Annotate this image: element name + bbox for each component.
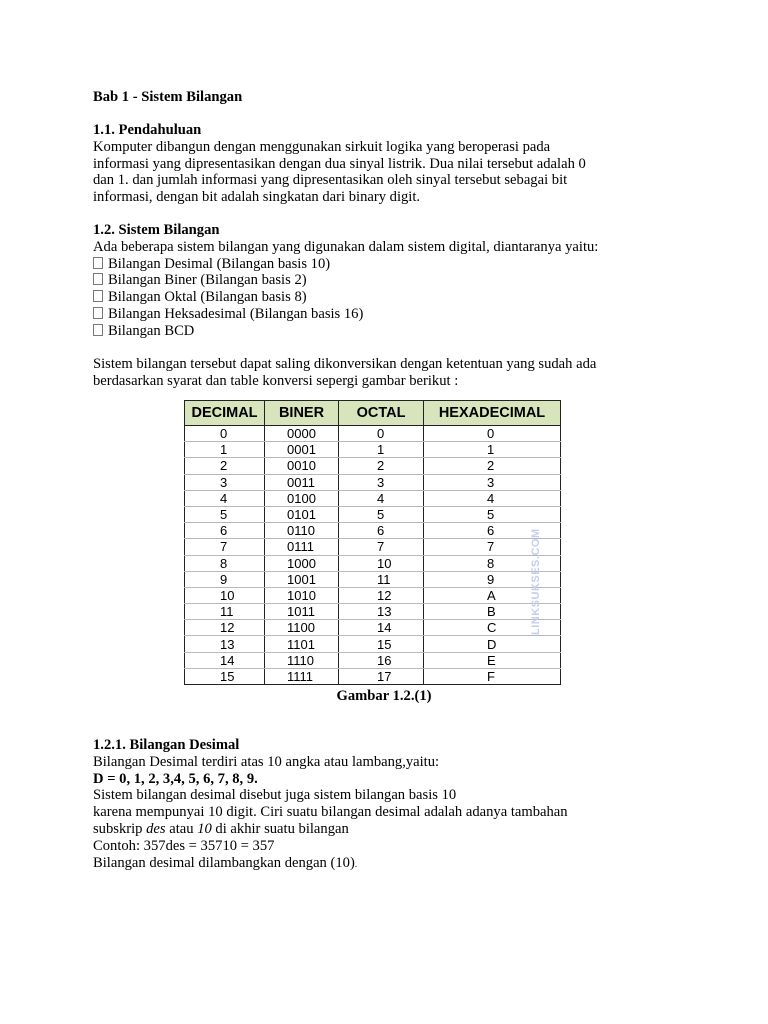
cell-hexadecimal: 1 <box>424 442 561 458</box>
cell-hexadecimal: 2 <box>424 458 561 474</box>
chapter-title: Bab 1 - Sistem Bilangan <box>93 89 243 105</box>
cell-decimal: 3 <box>185 474 265 490</box>
cell-hexadecimal: B <box>424 604 561 620</box>
header-hexadecimal: HEXADECIMAL <box>424 401 561 426</box>
cell-biner: 0010 <box>265 458 339 474</box>
cell-decimal: 4 <box>185 490 265 506</box>
text-run: di akhir suatu bilangan <box>211 820 349 837</box>
list-item <box>93 272 693 289</box>
cell-hexadecimal: 9 <box>424 571 561 587</box>
table-header-row <box>185 401 561 426</box>
intro-line: dan 1. dan jumlah informasi yang dipresentasikan oleh sinyal tersebut sebagai bit <box>93 172 568 189</box>
intro-line: informasi, dengan bit adalah singkatan dari binary digit. <box>93 189 421 206</box>
header-biner: BINER <box>265 401 339 426</box>
cell-octal: 0 <box>339 426 424 442</box>
cell-octal: 4 <box>339 490 424 506</box>
list-item-label: Bilangan Biner (Bilangan basis 2) <box>108 272 307 289</box>
cell-biner: 1011 <box>265 604 339 620</box>
subscript-des: des <box>146 820 166 837</box>
cell-hexadecimal: 0 <box>424 426 561 442</box>
cell-biner: 0001 <box>265 442 339 458</box>
intro-line: informasi yang dipresentasikan dengan dua sinyal listrik. Dua nilai tersebut adalah 0 <box>93 155 586 172</box>
cell-octal: 1 <box>339 442 424 458</box>
cell-biner: 0011 <box>265 474 339 490</box>
cell-decimal: 12 <box>185 620 265 636</box>
cell-hexadecimal: E <box>424 652 561 668</box>
cell-decimal: 6 <box>185 523 265 539</box>
checkbox-bullet-icon <box>93 257 103 269</box>
cell-decimal: 0 <box>185 426 265 442</box>
cell-biner: 1101 <box>265 636 339 652</box>
cell-hexadecimal: D <box>424 636 561 652</box>
decimal-example: Contoh: 357des = 35710 = 357 <box>93 837 275 854</box>
text-run: atau <box>165 820 198 837</box>
cell-decimal: 1 <box>185 442 265 458</box>
table-row <box>185 442 561 458</box>
cell-decimal: 9 <box>185 571 265 587</box>
list-item-label: Bilangan BCD <box>108 322 195 339</box>
cell-decimal: 14 <box>185 652 265 668</box>
cell-decimal: 13 <box>185 636 265 652</box>
table-row <box>185 474 561 490</box>
cell-octal: 3 <box>339 474 424 490</box>
list-item <box>93 306 693 323</box>
table-row <box>185 652 561 668</box>
checkbox-bullet-icon <box>93 290 103 302</box>
cell-hexadecimal: A <box>424 587 561 603</box>
text-run: subskrip <box>93 820 147 837</box>
cell-octal: 15 <box>339 636 424 652</box>
cell-octal: 17 <box>339 668 424 684</box>
cell-biner: 1000 <box>265 555 339 571</box>
cell-decimal: 8 <box>185 555 265 571</box>
decimal-digits: D = 0, 1, 2, 3,4, 5, 6, 7, 8, 9. <box>93 770 258 787</box>
checkbox-bullet-icon <box>93 307 103 319</box>
table-row <box>185 490 561 506</box>
cell-biner: 1001 <box>265 571 339 587</box>
cell-octal: 12 <box>339 587 424 603</box>
text-run: Bilangan desimal dilambangkan dengan (10) <box>93 854 355 871</box>
cell-biner: 1010 <box>265 587 339 603</box>
cell-octal: 10 <box>339 555 424 571</box>
cell-biner: 1100 <box>265 620 339 636</box>
cell-hexadecimal: 8 <box>424 555 561 571</box>
cell-hexadecimal: 7 <box>424 539 561 555</box>
table-row <box>185 620 561 636</box>
subscript-ten: 10 <box>197 820 212 837</box>
cell-hexadecimal: C <box>424 620 561 636</box>
cell-hexadecimal: F <box>424 668 561 684</box>
cell-biner: 0110 <box>265 523 339 539</box>
conversion-paragraph <box>93 356 693 390</box>
decimal-line: Sistem bilangan desimal disebut juga sistem bilangan basis 10 <box>93 787 457 804</box>
list-item <box>93 289 693 306</box>
cell-octal: 14 <box>339 620 424 636</box>
cell-octal: 13 <box>339 604 424 620</box>
table-row <box>185 523 561 539</box>
checkbox-bullet-icon <box>93 324 103 336</box>
chapter-block <box>93 89 693 106</box>
cell-octal: 11 <box>339 571 424 587</box>
systems-heading: 1.2. Sistem Bilangan <box>93 222 220 238</box>
cell-biner: 1111 <box>265 668 339 684</box>
cell-octal: 7 <box>339 539 424 555</box>
conversion-table <box>184 400 561 685</box>
table-row <box>185 539 561 555</box>
figure-caption: Gambar 1.2.(1) <box>336 688 432 704</box>
table-body <box>185 426 561 685</box>
cell-hexadecimal: 3 <box>424 474 561 490</box>
table-row <box>185 506 561 522</box>
cell-biner: 0111 <box>265 539 339 555</box>
decimal-symbol-line <box>93 855 693 873</box>
cell-octal: 2 <box>339 458 424 474</box>
list-item-label: Bilangan Heksadesimal (Bilangan basis 16) <box>108 305 364 322</box>
header-octal: OCTAL <box>339 401 424 426</box>
table-row <box>185 555 561 571</box>
cell-octal: 5 <box>339 506 424 522</box>
checkbox-bullet-icon <box>93 273 103 285</box>
cell-decimal: 2 <box>185 458 265 474</box>
cell-hexadecimal: 5 <box>424 506 561 522</box>
decimal-line: Bilangan Desimal terdiri atas 10 angka atau lambang,yaitu: <box>93 753 440 770</box>
subscript-dot: . <box>354 858 358 869</box>
conversion-line: Sistem bilangan tersebut dapat saling dikonversikan dengan ketentuan yang sudah ada <box>93 356 597 372</box>
cell-biner: 0100 <box>265 490 339 506</box>
table-row <box>185 636 561 652</box>
intro-section <box>93 122 693 206</box>
cell-biner: 1110 <box>265 652 339 668</box>
table-row <box>185 426 561 442</box>
cell-hexadecimal: 4 <box>424 490 561 506</box>
list-item-label: Bilangan Oktal (Bilangan basis 8) <box>108 289 307 306</box>
conversion-line: berdasarkan syarat dan table konversi sepergi gambar berikut : <box>93 372 459 389</box>
systems-section <box>93 222 693 340</box>
decimal-section <box>93 737 693 872</box>
cell-octal: 6 <box>339 523 424 539</box>
header-decimal: DECIMAL <box>185 401 265 426</box>
list-item-label: Bilangan Desimal (Bilangan basis 10) <box>108 255 331 272</box>
table-row <box>185 458 561 474</box>
list-item <box>93 323 693 340</box>
table-row <box>185 571 561 587</box>
cell-decimal: 11 <box>185 604 265 620</box>
table-row <box>185 668 561 684</box>
intro-line: Komputer dibangun dengan menggunakan sirkuit logika yang beroperasi pada <box>93 138 551 155</box>
cell-octal: 16 <box>339 652 424 668</box>
watermark: LINKSUKSES.COM <box>530 528 542 635</box>
decimal-heading: 1.2.1. Bilangan Desimal <box>93 737 240 753</box>
decimal-line: karena mempunyai 10 digit. Ciri suatu bilangan desimal adalah adanya tambahan <box>93 804 568 821</box>
intro-heading: 1.1. Pendahuluan <box>93 122 202 138</box>
table-row <box>185 604 561 620</box>
cell-decimal: 7 <box>185 539 265 555</box>
cell-biner: 0000 <box>265 426 339 442</box>
cell-decimal: 15 <box>185 668 265 684</box>
cell-decimal: 10 <box>185 587 265 603</box>
cell-biner: 0101 <box>265 506 339 522</box>
table-row <box>185 587 561 603</box>
list-item <box>93 256 693 273</box>
decimal-line <box>93 821 693 838</box>
systems-lead: Ada beberapa sistem bilangan yang digunakan dalam sistem digital, diantaranya yaitu: <box>93 238 599 255</box>
cell-decimal: 5 <box>185 506 265 522</box>
cell-hexadecimal: 6 <box>424 523 561 539</box>
